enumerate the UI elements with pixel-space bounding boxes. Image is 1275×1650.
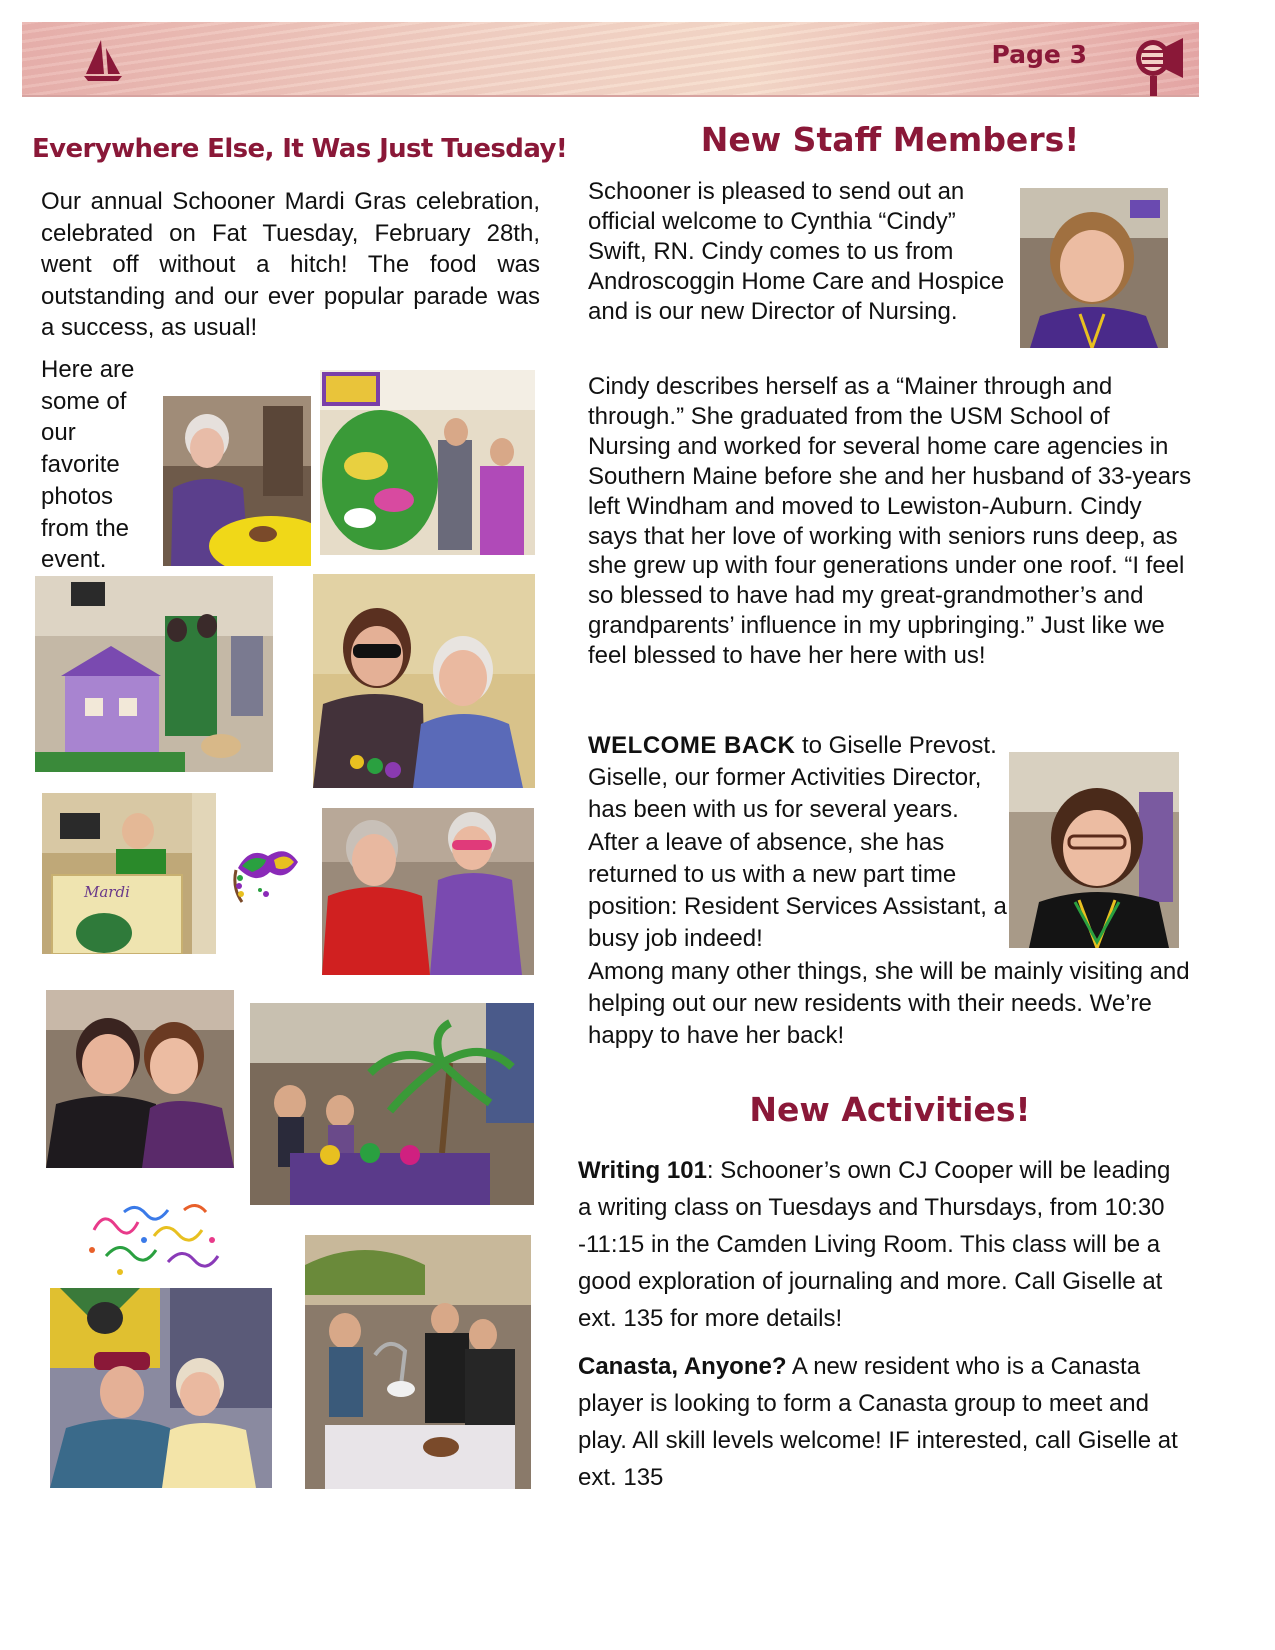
sailboat-icon: [78, 38, 124, 86]
cindy-welcome-text: Schooner is pleased to send out an official welcome to Cynthia “Cindy” Swift, RN. Cindy comes to us from Androscoggin Home Care and Hospice and is our new Director of Nursing.: [588, 178, 1005, 325]
mardi-sign-text: Mardi: [84, 883, 130, 901]
mardi-gras-heading: Everywhere Else, It Was Just Tuesday!: [32, 134, 568, 164]
canasta-body: A new resident who is a Canasta player is looking to form a Canasta group to meet and play. All skill levels welcome! IF interested, call Giselle at ext. 135: [578, 1353, 1178, 1491]
photo-two-women-masks: [313, 574, 535, 788]
giselle-welcome-text: [588, 730, 1008, 955]
photos-intro: Here are some of our favorite photos from the event.: [41, 356, 135, 574]
writing-101-lead: Writing 101: [578, 1157, 707, 1184]
welcome-back-lead: WELCOME BACK: [588, 732, 796, 759]
mardi-gras-intro: Our annual Schooner Mardi Gras celebration, celebrated on Fat Tuesday, February 28th, went off without a hitch! The food was outstanding and our ever popular parade was a success, as usual!: [41, 188, 540, 342]
photo-giselle-portrait: [1009, 752, 1179, 948]
photo-party-room: [250, 1003, 534, 1205]
giselle-welcome-body: to Giselle Prevost. Giselle, our former Activities Director, has been with us for several years. After a leave of absence, she has returned to us with a new part time position: Resident Services Assistant, a busy job indeed!: [588, 732, 1007, 953]
bullhorn-icon: [1133, 36, 1185, 102]
writing-101-text: [578, 1152, 1190, 1337]
new-staff-heading: New Staff Members!: [700, 120, 1080, 159]
photo-resident-at-table: [163, 396, 311, 566]
canasta-lead: Canasta, Anyone?: [578, 1353, 787, 1380]
photo-women-seated: [322, 808, 534, 975]
photo-two-smiling-women: [46, 990, 234, 1168]
page-number: Page 3: [991, 40, 1087, 69]
mardi-gras-mask-icon: [230, 832, 302, 908]
photo-mardi-sign: [42, 793, 216, 954]
photo-chefs-serving: [305, 1235, 531, 1489]
photo-parade-float: [35, 576, 273, 772]
confetti-icon: [84, 1200, 224, 1276]
writing-101-body: : Schooner’s own CJ Cooper will be leading a writing class on Tuesdays and Thursdays, from 10:30 -11:15 in the Camden Living Room. This class will be a good exploration of journaling and more. Call Giselle at ext. 135 for more details!: [578, 1157, 1171, 1332]
cindy-bio-text: Cindy describes herself as a “Mainer through and through.” She graduated from the USM School of Nursing and worked for several home care agencies in Southern Maine before she and her husband of 33-years left Windham and moved to Lewiston-Auburn. Cindy says that her love of working with seniors runs deep, as she grew up with four generations under one roof. “I feel so blessed to have had my great-grandmother’s and grandparents’ influence in my upbringing.” Just like we feel blessed to have her here with us!: [588, 373, 1192, 670]
giselle-more-text: Among many other things, she will be mainly visiting and helping out our new residents with their needs. We’re happy to have her back!: [588, 958, 1190, 1050]
photo-couple: [50, 1288, 272, 1488]
photo-mardi-gras-display: [320, 370, 535, 555]
photo-cindy-portrait: [1020, 188, 1168, 348]
canasta-text: [578, 1348, 1190, 1496]
new-activities-heading: New Activities!: [749, 1090, 1031, 1129]
header-banner: [22, 22, 1199, 97]
